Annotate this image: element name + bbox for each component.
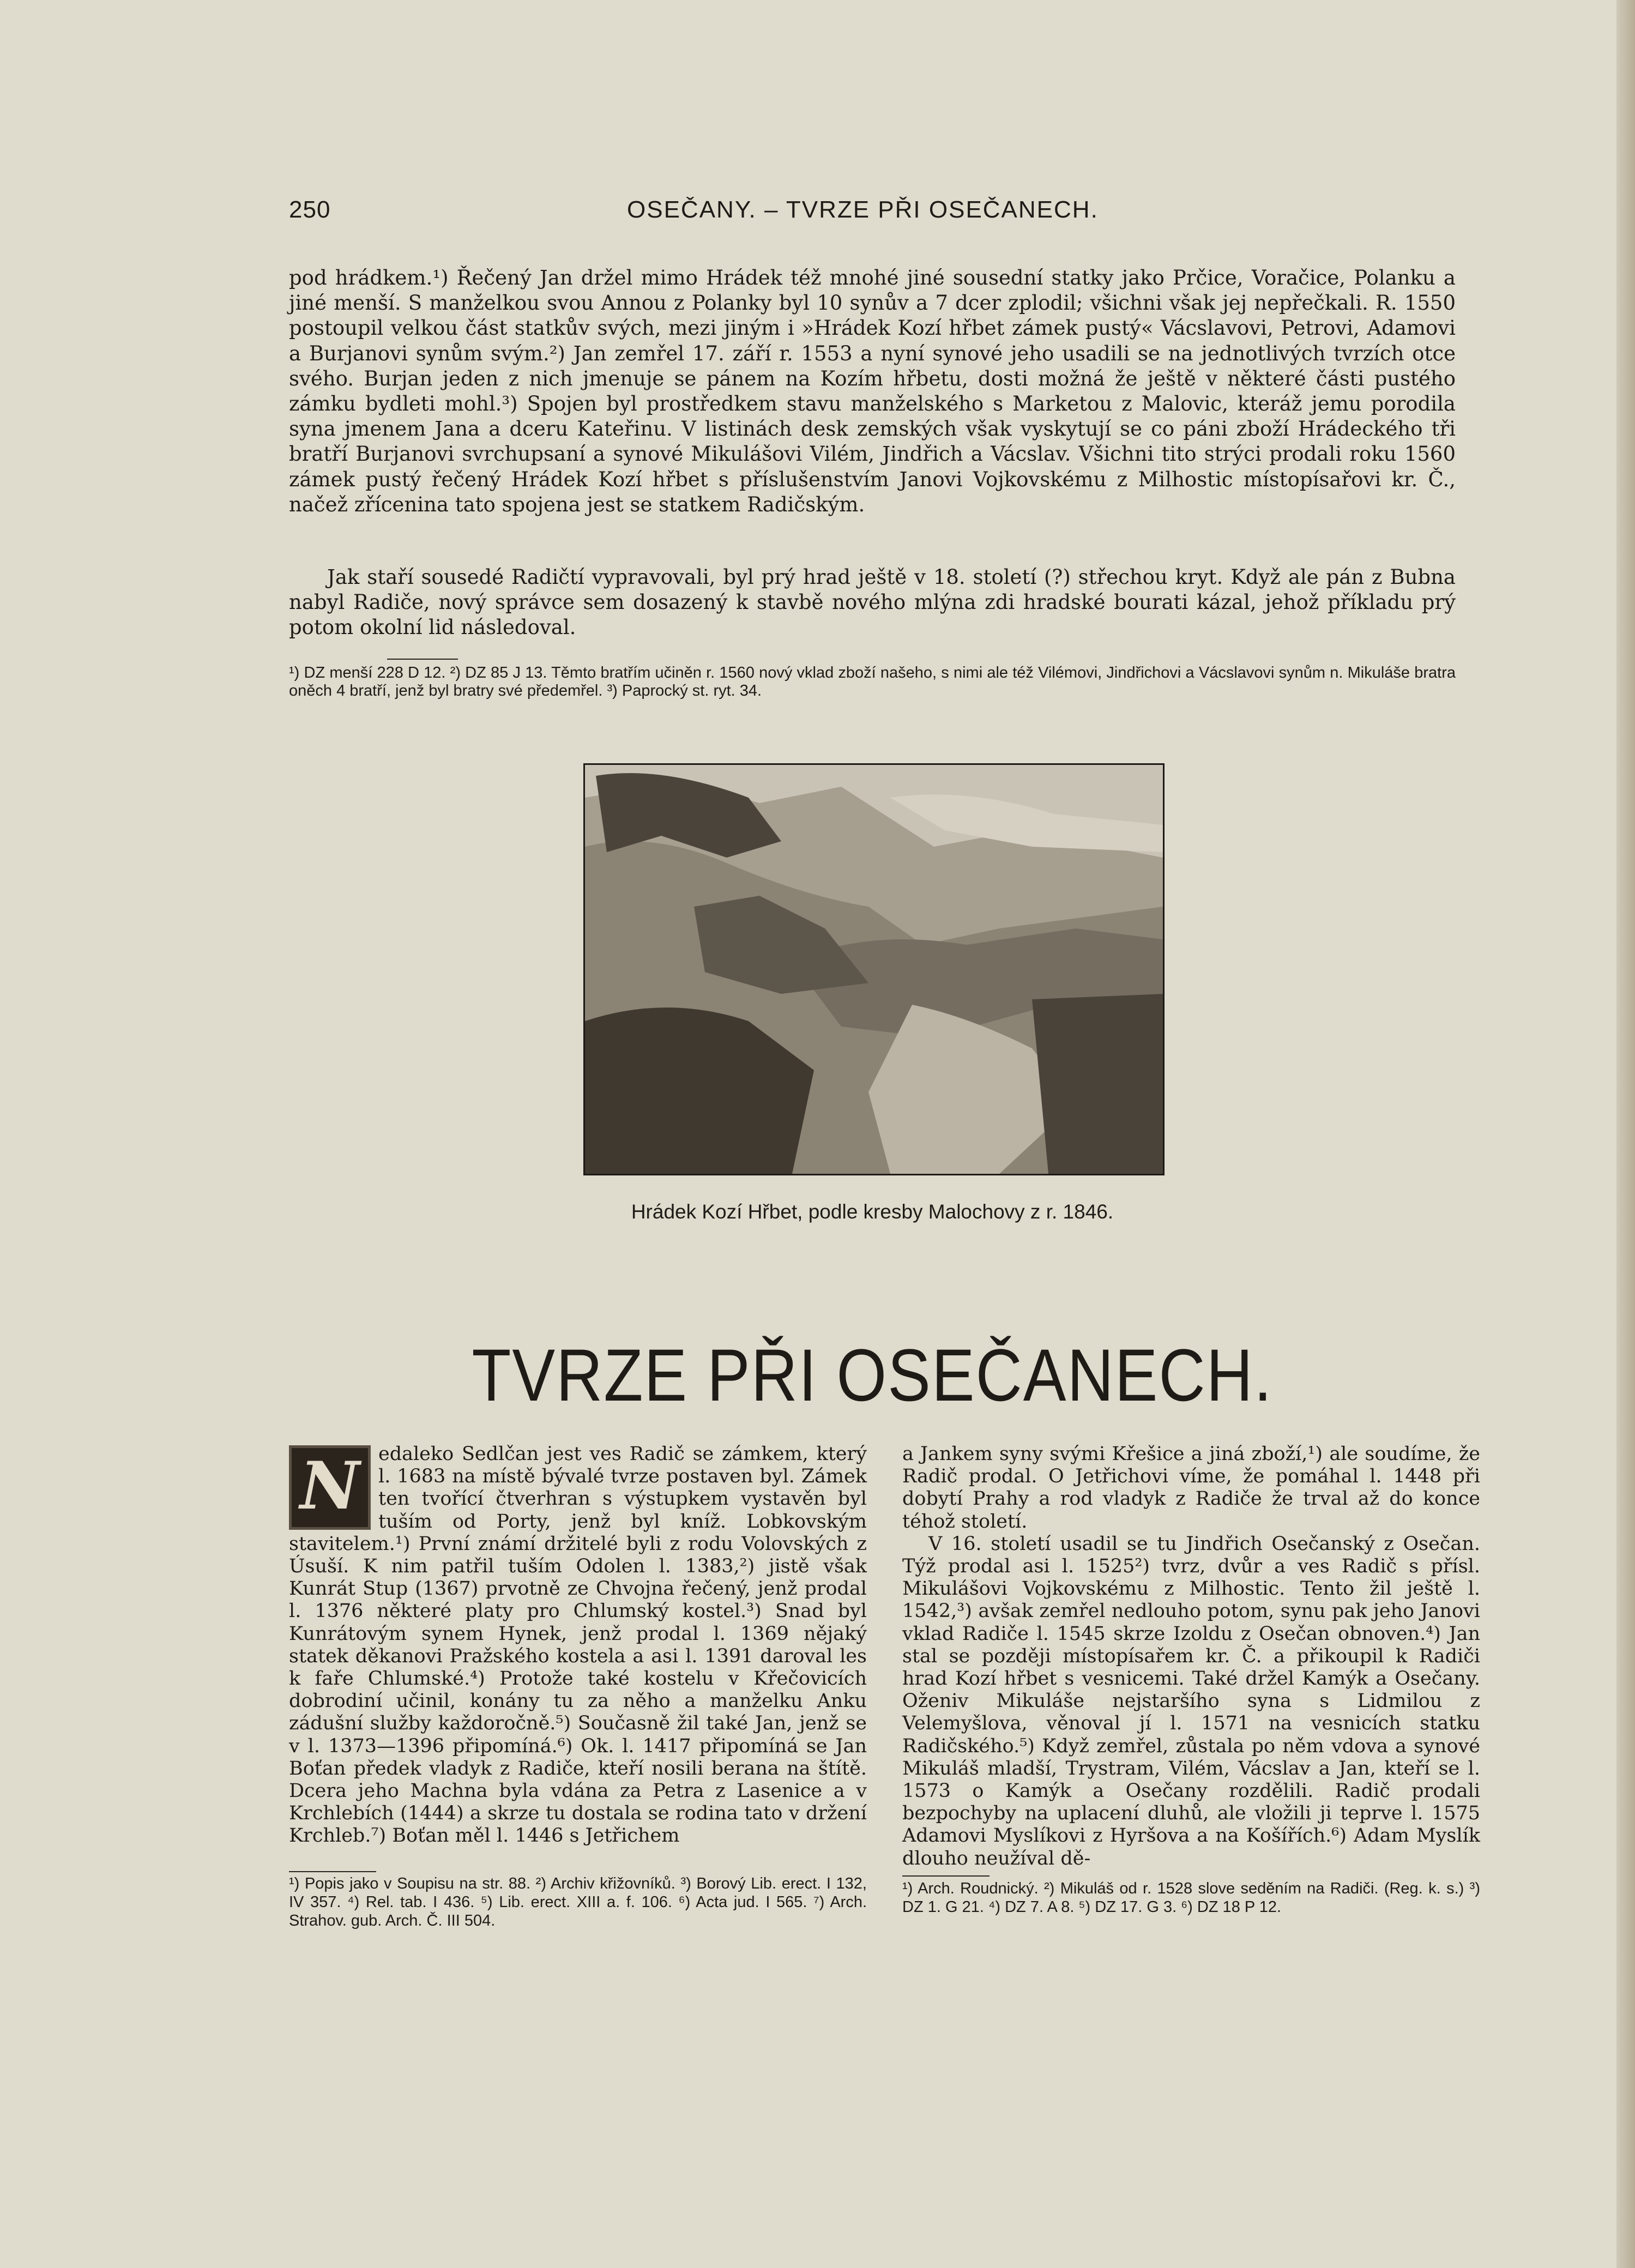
left-column-text: edaleko Sedlčan jest ves Radič se zámkem, který l. 1683 na místě bývalé tvrze postaven byl. Zámek ten tvořící čtverhran s výstupkem vystavěn byl tuším od Porty, jenž byl kníž. Lobkovským stavitelem.¹) První známí držitelé byli z rodu Volovských z Úsuší. K nim patřil tuším Odolen l. 1383,²) jistě však Kunrát Stup (1367) prvotně ze Chvojna řečený, jenž prodal l. 1376 některé platy pro Chlumský kostel.³) Snad byl Kunrátovým synem Hynek, jenž prodal l. 1369 nějaký statek děkanovi Pražského kostela a asi l. 1391 daroval les k faře Chlumské.⁴) Protože také kostelu v Křečovicích dobrodiní učinil, konány tu za něho a manželku Anku zádušní služby každoročně.⁵) Současně žil také Jan, jenž se v l. 1373—1396 připomíná.⁶) Ok. l. 1417 připomíná se Jan Boťan předek vladyk z Radiče, kteří nosili berana na štítě. Dcera jeho Machna byla vdána za Petra z Lasenice a v Krchlebích (1444) a skrze tu dostala se rodina tato v držení Krchleb.⁷) Boťan měl l. 1446 s Jetřichem bbox=[289, 1443, 867, 1847]
running-head: OSEČANY. – TVRZE PŘI OSEČANECH. bbox=[627, 196, 1099, 223]
drop-cap: N bbox=[289, 1445, 371, 1530]
landscape-drawing bbox=[585, 765, 1163, 1174]
right-column-paragraph-1: a Jankem syny svými Křešice a jiná zboží,¹) ale soudíme, že Radič prodal. O Jetřichovi víme, že pomáhal l. 1448 při dobytí Prahy a rod vladyk z Radiče že trval až do konce téhož století. bbox=[902, 1443, 1480, 1533]
illustration-caption: Hrádek Kozí Hřbet, podle kresby Malochovy z r. 1846. bbox=[631, 1201, 1114, 1223]
right-column-paragraph-2: V 16. století usadil se tu Jindřich Osečanský z Osečan. Týž prodal asi l. 1525²) tvrz, dvůr a ves Radič s přísl. Mikulášovi Vojkovskému z Milhostic. Tento žil ještě l. 1542,³) avšak zemřel nedlouho potom, synu pak jeho Janovi vklad Radiče l. 1545 skrze Izoldu z Osečan obnoven.⁴) Jan stal se později místopísařem kr. Č. a přikoupil k Radiči hrad Kozí hřbet s vesnicemi. Také držel Kamýk a Osečany. Oženiv Mikuláše nejstaršího syna s Lidmilou z Velemyšlova, věnoval jí l. 1571 na vesnicích statku Radičského.⁵) Když zemřel, zůstala po něm vdova a synové Mikuláš mladší, Trystram, Vilém, Vácslav a Jan, kteří se l. 1573 o Kamýk a Osečany rozdělili. Radič prodali bezpochyby na uplacení dluhů, ale vložili ji teprve l. 1575 Adamovi Myslíkovi z Hyršova a na Košířích.⁶) Adam Myslík dlouho neužíval dě- bbox=[902, 1533, 1480, 1869]
footnote-rule-right bbox=[902, 1875, 990, 1877]
footnotes-upper: ¹) DZ menší 228 D 12. ²) DZ 85 J 13. Těmto bratřím učiněn r. 1560 nový vklad zboží našeho, s nimi ale též Vilémovi, Jindřichovi a Vácslavovi synům n. Mikuláše bratra oněch 4 bratří, jenž byl bratry své předemřel. ³) Paprocký st. ryt. 34. bbox=[289, 664, 1456, 699]
page-edge bbox=[1616, 0, 1635, 2268]
section-title: TVRZE PŘI OSEČANECH. bbox=[472, 1334, 1273, 1417]
footnotes-right: ¹) Arch. Roudnický. ²) Mikuláš od r. 1528 slove seděním na Radiči. (Reg. k. s.) ³) DZ 1. G 21. ⁴) DZ 7. A 8. ⁵) DZ 17. G 3. ⁶) DZ 18 P 12. bbox=[902, 1880, 1480, 1916]
footnotes-left: ¹) Popis jako v Soupisu na str. 88. ²) Archiv křižovníků. ³) Borový Lib. erect. I 132, IV 357. ⁴) Rel. tab. I 436. ⁵) Lib. erect. XIII a. f. 106. ⁶) Acta jud. I 565. ⁷) Arch. Strahov. gub. Arch. Č. III 504. bbox=[289, 1875, 867, 1929]
paragraph-2: Jak staří sousedé Radičtí vypravovali, byl prý hrad ještě v 18. století (?) střechou kryt. Když ale pán z Bubna nabyl Radiče, nový správce sem dosazený k stavbě nového mlýna zdi hradské bourati kázal, jehož příkladu prý potom okolní lid následoval. bbox=[289, 565, 1456, 640]
footnote-rule-left bbox=[289, 1871, 376, 1872]
page-number: 250 bbox=[289, 196, 331, 223]
page-header bbox=[289, 196, 1499, 229]
right-column bbox=[902, 1443, 1480, 1870]
paragraph-1: pod hrádkem.¹) Řečený Jan držel mimo Hrádek též mnohé jiné sousední statky jako Prčice, Voračice, Polanku a jiné menší. S manželkou svou Annou z Polanky byl 10 synův a 7 dcer zplodil; všichni však jej nepřečkali. R. 1550 postoupil velkou část statkův svých, mezi jiným i »Hrádek Kozí hřbet zámek pustý« Vácslavovi, Petrovi, Adamovi a Burjanovi synům svým.²) Jan zemřel 17. září r. 1553 a nyní synové jeho usadili se na jednotlivých tvrzích otce svého. Burjan jeden z nich jmenuje se pánem na Kozím hřbetu, dosti možná že ještě v některé části pustého zámku bydleti mohl.³) Spojen byl prostředkem stavu manželského s Marketou z Malovic, kteráž jemu porodila syna jmenem Jana a dceru Kateřinu. V listinách desk zemských však vyskytují se co páni zboží Hrádeckého tři bratří Burjanovi svrchupsaní a synové Mikulášovi Vilém, Jindřich a Vácslav. Všichni tito strýci prodali roku 1560 zámek pustý řečený Hrádek Kozí hřbet s příslušenstvím Janovi Vojkovskému z Milhostic místopísařovi kr. Č., načež zřícenina tato spojena jest se statkem Radičským. bbox=[289, 266, 1456, 516]
left-column bbox=[289, 1443, 867, 1848]
landscape-illustration bbox=[583, 763, 1165, 1175]
footnote-rule bbox=[387, 659, 458, 660]
